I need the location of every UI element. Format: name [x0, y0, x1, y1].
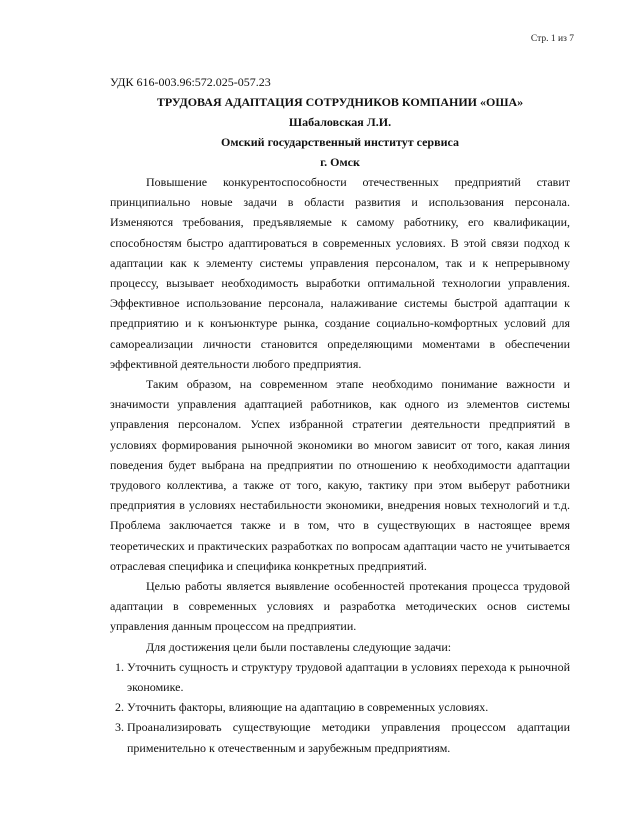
document-body	[110, 72, 570, 758]
author-name: Шабаловская Л.И.	[288, 115, 392, 129]
document-title: ТРУДОВАЯ АДАПТАЦИЯ СОТРУДНИКОВ КОМПАНИИ «ОША»	[156, 95, 524, 109]
task-list-item: 2. Уточнить факторы, влияющие на адаптацию в современных условиях.	[127, 697, 570, 717]
task-list	[110, 657, 570, 758]
institution-name: Омский государственный институт сервиса	[221, 135, 459, 149]
paragraph: Таким образом, на современном этапе необходимо понимание важности и значимости управления адаптацией работников, как одного из элементов системы управления персоналом. Успех избранной стратегии деятельности предприятий в условиях формирования рыночной экономики во многом зависит от того, какая линия поведения будет выбрана на предприятии по отношению к необходимости адаптации трудового коллектива, а также от того, какую, тактику при этом выберут работники предприятия в условиях нестабильности экономики, внедрения новых технологий и т.д. Проблема заключается также и в том, что в существующих в настоящее время теоретических и практических разработках по вопросам адаптации часто не учитывается отраслевая специфика и специфика конкретных предприятий.	[110, 377, 570, 573]
task-list-item: 1. Уточнить сущность и структуру трудовой адаптации в условиях перехода к рыночной экономике.	[127, 657, 570, 697]
paragraph: Целью работы является выявление особенностей протекания процесса трудовой адаптации в современных условиях и разработка методических основ системы управления данным процессом на предприятии.	[110, 579, 570, 634]
page-number: Стр. 1 из 7	[530, 34, 574, 44]
udk-code: УДК 616-003.96:572.025-057.23	[110, 75, 271, 89]
paragraph: Повышение конкурентоспособности отечественных предприятий ставит принципиально новые задачи в области развития и использования персонала. Изменяются требования, предъявляемые к самому работнику, его квалификации, способностям быстро адаптироваться в современных условиях. В этой связи подход к адаптации как к элементу системы управления персоналом, так и к непрерывному процессу, вызывает необходимость выработки оптимальной технологии управления. Эффективное использование персонала, налаживание системы быстрой адаптации к предприятию и к конъюнктуре рынка, создание социально-комфортных условий для самореализации личности становится определяющими моментами в обеспечении эффективной деятельности любого предприятия.	[110, 175, 570, 371]
city-name: г. Омск	[320, 155, 360, 169]
task-list-item: 3. Проанализировать существующие методики управления процессом адаптации применительно к отечественным и зарубежным предприятиям.	[127, 717, 570, 757]
paragraph: Для достижения цели были поставлены следующие задачи:	[146, 639, 452, 654]
